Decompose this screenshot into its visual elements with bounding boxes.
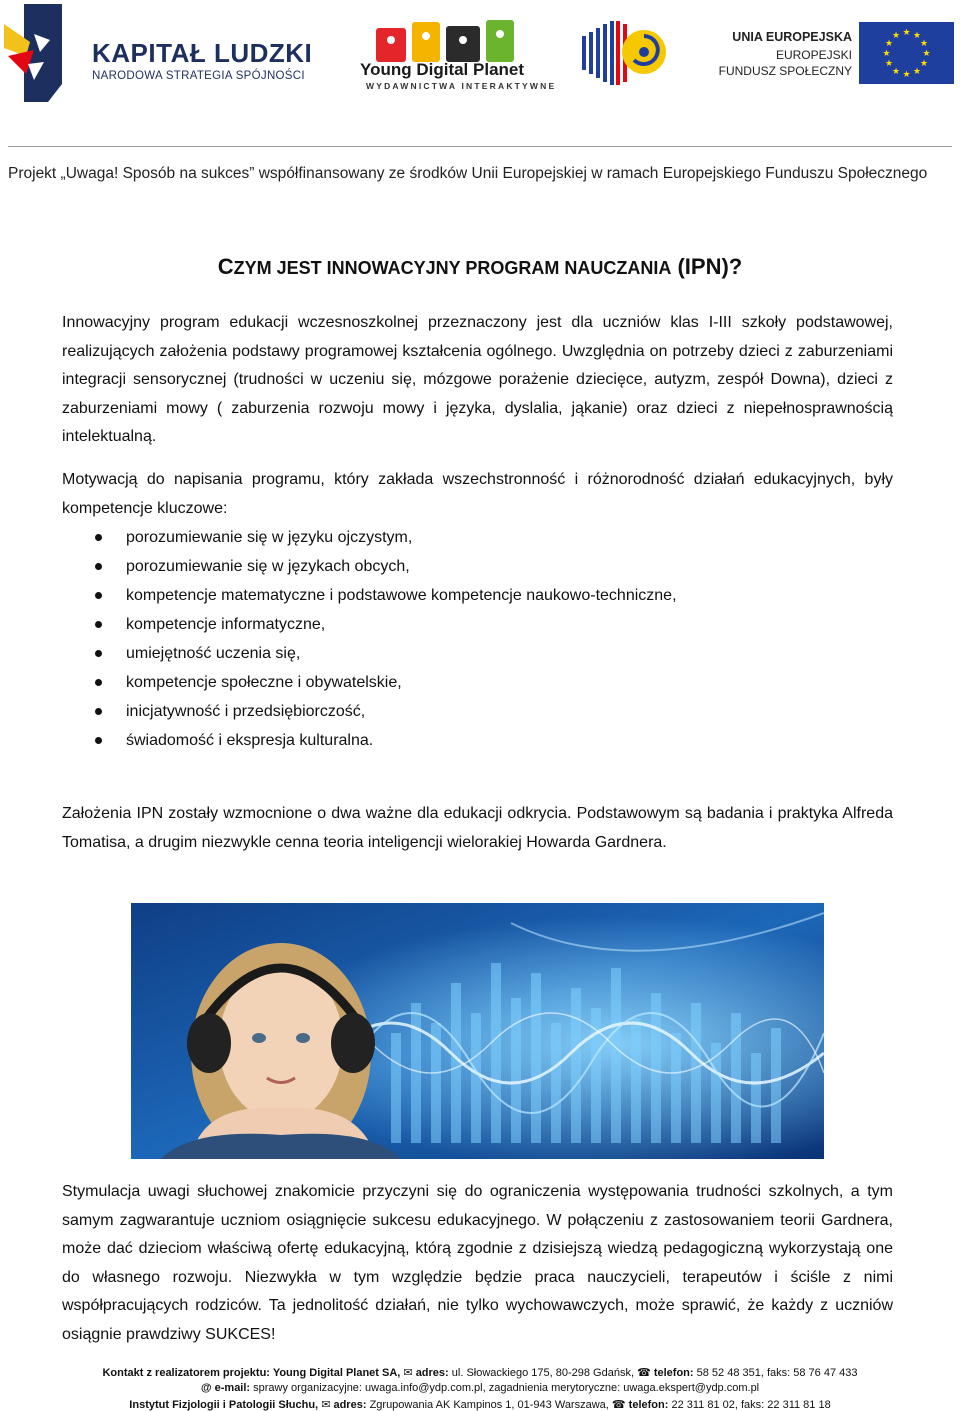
logo-bar	[0, 0, 960, 110]
footer-address: ul. Słowackiego 175, 80-298 Gdańsk,	[451, 1367, 635, 1379]
ydp-logo	[358, 18, 557, 98]
eu-line2: EUROPEJSKI	[775, 48, 852, 62]
phone-icon: ☎	[611, 1399, 626, 1411]
svg-text:★: ★	[891, 31, 901, 41]
list-item: porozumiewanie się w językach obcych,	[62, 552, 893, 581]
footer-line-3	[0, 1398, 960, 1411]
svg-text:★: ★	[922, 49, 931, 59]
footer-address-label: adres:	[415, 1367, 449, 1379]
footer-line-1	[0, 1366, 960, 1379]
svg-text:★: ★	[912, 67, 922, 77]
envelope-icon: ✉	[321, 1399, 331, 1411]
svg-text:★: ★	[919, 39, 929, 49]
title-first-letter: C	[217, 254, 234, 279]
list-item: porozumiewanie się w języku ojczystym,	[62, 523, 893, 552]
svg-text:★: ★	[884, 59, 894, 69]
paragraph-motivation	[62, 466, 893, 523]
list-item: kompetencje matematyczne i podstawowe kompetencje naukowo-techniczne,	[62, 581, 893, 610]
footer-contact-label: Kontakt z realizatorem projektu: Young Digital Planet SA,	[102, 1367, 401, 1379]
list-item: kompetencje informatyczne,	[62, 610, 893, 639]
eu-line1: UNIA EUROPEJSKA	[732, 30, 852, 44]
kapital-ludzki-mark-icon	[4, 4, 74, 102]
footer-email[interactable]: sprawy organizacyjne: uwaga.info@ydp.com.pl, zagadnienia merytoryczne: uwaga.ekspert@ydp.com.pl	[253, 1382, 760, 1394]
svg-text:★: ★	[912, 31, 922, 41]
svg-text:★: ★	[882, 49, 891, 59]
footer-phone-label: telefon:	[653, 1367, 694, 1379]
svg-text:★: ★	[891, 67, 901, 77]
svg-text:★: ★	[902, 70, 911, 80]
eu-line3: FUNDUSZ SPOŁECZNY	[718, 64, 852, 78]
paragraph-1-text: Innowacyjny program edukacji wczesnoszkolnej przeznaczony jest dla uczniów klas I-III szkoły podstawowej, realizujących założenia podstawy programowej kształcenia ogólnego. Uwzględnia on potrzeby dzieci z zaburzeniami integracji sensorycznej (trudności w uczeniu się, mózgowe porażenie dziecięce, autyzm, zespół Downa), dzieci z zaburzeniami mowy ( zaburzenia rozwoju mowy i języka, dyslalia, jąkanie) oraz dzieci z niepełnosprawnością intelektualną.	[62, 314, 893, 445]
svg-text:★: ★	[919, 59, 929, 69]
list-item: świadomość i ekspresja kulturalna.	[62, 726, 893, 755]
footer-institute-phone-label: telefon:	[628, 1399, 669, 1411]
kapital-ludzki-logo	[4, 4, 313, 104]
footer-institute-address: Zgrupowania AK Kampinos 1, 01-943 Warszawa,	[369, 1399, 609, 1411]
ydp-figures-icon	[376, 18, 526, 64]
paragraph-3-text: Założenia IPN zostały wzmocnione o dwa ważne dla edukacji odkrycia. Podstawowym są badania i praktyka Alfreda Tomatisa, a drugim niezwykle cenna teoria inteligencji wielorakiej Howarda Gardnera.	[62, 805, 893, 851]
ydp-subtitle: WYDAWNICTWA INTERAKTYWNE	[366, 81, 557, 91]
footer-institute-address-label: adres:	[333, 1399, 367, 1411]
footer-email-label: @ e-mail:	[200, 1382, 251, 1394]
photo-illustration-icon	[131, 903, 824, 1159]
list-item: kompetencje społeczne i obywatelskie,	[62, 668, 893, 697]
title-part1: ZYM JEST INNOWACYJNY PROGRAM NAUCZANIA	[233, 258, 672, 278]
footer-phone: 58 52 48 351, faks: 58 76 47 433	[696, 1367, 858, 1379]
title-part2: (IPN)?	[671, 254, 743, 279]
kapital-ludzki-subtitle: NARODOWA STRATEGIA SPÓJNOŚCI	[92, 70, 305, 82]
eu-flag-icon	[859, 22, 954, 84]
envelope-icon: ✉	[403, 1367, 413, 1379]
phone-icon: ☎	[637, 1367, 651, 1379]
child-with-headphones-photo	[131, 903, 824, 1159]
ydp-title: Young Digital Planet	[360, 60, 525, 79]
paragraph-conclusion	[62, 1178, 893, 1349]
paragraph-4-text: Stymulacja uwagi słuchowej znakomicie przyczyni się do ograniczenia występowania trudności szkolnych, a tym samym zagwarantuje uczniom osiągnięcie sukcesu edukacyjnego. W połączeniu z zastosowaniem teorii Gardnera, może dać dzieciom właściwą ofertę edukacyjną, którą zgodnie z dzisiejszą wiedzą pedagogiczną wykorzystają one do własnego rozwoju. Niezwykła w tym względzie będzie praca nauczycieli, terapeutów i ściśle z nimi współpracujących rodziców. Ta jednolitość działań, nie tylko wychowawczych, może sprawić, że każdy z uczniów osiągnie prawdziwy SUKCES!	[62, 1183, 893, 1343]
kapital-ludzki-title: KAPITAŁ LUDZKI	[92, 38, 313, 68]
footer-line-2	[0, 1382, 960, 1394]
list-item: inicjatywność i przedsiębiorczość,	[62, 697, 893, 726]
paragraph-intro	[62, 309, 893, 452]
paragraph-discoveries	[62, 800, 893, 857]
page-title	[0, 254, 960, 280]
footer-institute-label: Instytut Fizjologii i Patologii Słuchu,	[129, 1399, 319, 1411]
list-item: umiejętność uczenia się,	[62, 639, 893, 668]
svg-text:★: ★	[902, 28, 911, 38]
svg-text:★: ★	[884, 39, 894, 49]
project-line: Projekt „Uwaga! Sposób na sukces” współfinansowany ze środków Unii Europejskiej w ramach Europejskiego Funduszu Społecznego	[8, 165, 928, 182]
eu-logo	[718, 22, 956, 86]
institute-logo-icon	[582, 18, 668, 88]
competences-list	[62, 523, 893, 755]
paragraph-2-text: Motywacją do napisania programu, który zakłada wszechstronność i różnorodność działań edukacyjnych, były kompetencje kluczowe:	[62, 471, 893, 517]
header-divider	[8, 146, 952, 147]
footer-institute-phone: 22 311 81 02, faks: 22 311 81 18	[671, 1399, 831, 1411]
